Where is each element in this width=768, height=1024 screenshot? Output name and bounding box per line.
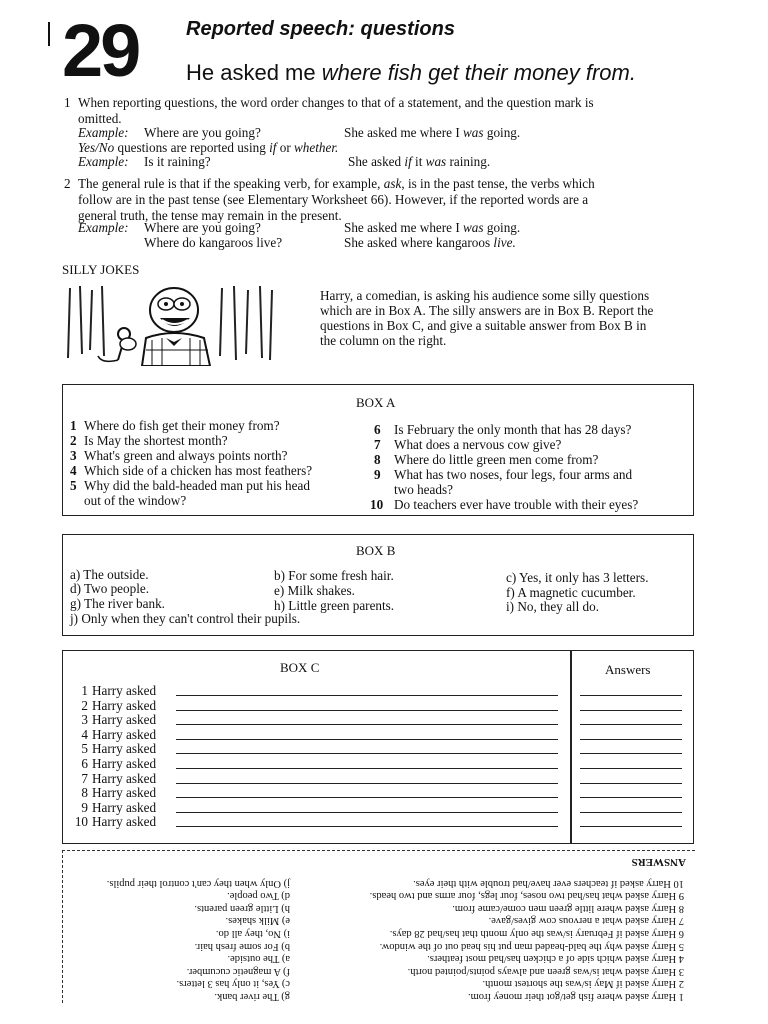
box-c-row: 2 Harry asked <box>81 697 157 713</box>
page-title: Reported speech: questions <box>186 18 455 40</box>
rule-1-example-2-answer: She asked if it was raining. <box>348 154 491 169</box>
box-a-left-list <box>70 418 312 508</box>
answers-key-left: 1 Harry asked where fish get/got their money from. 2 Harry asked if May is/was the shortest month. 3 Harry asked what is/was green and always points/pointed north. 4 Harry asked which side of a chicken has/had most feathers. 5 Harry asked why the bald-headed man put his head out of the window. 6 Harry asked if February is/was the only month that has/had 28 days. 7 Harry asked what a nervous cow gives/gave. 8 Harry asked where little green men come/came from. 9 Harry asked what has/had two noses, four legs, four arms and two heads. 10 Harry asked if teachers ever have/had trouble with their eyes. <box>369 877 684 1002</box>
list-item: 5 Why did the bald-headed man put his head <box>70 478 310 493</box>
section-heading: SILLY JOKES <box>62 262 140 277</box>
box-c-divider <box>570 650 572 843</box>
list-item: 6 Is February the only month that has 28 days? <box>374 422 632 437</box>
intro-text: Harry, a comedian, is asking his audience some silly questions which are in Box A. The silly answers are in Box B. Report the questions in Box C, and give a suitable answer from Box B in the column on the right. <box>320 288 654 348</box>
box-b-row-4: j) Only when they can't control their pupils. <box>70 611 301 626</box>
rule-2: 2 The general rule is that if the speaking verb, for example, ask, is in the past tense, the verbs which follow are in the past tense (see Elementary Worksheet 66). However, if the reported words are a general truth, the tense may remain in the present. <box>64 176 595 223</box>
list-item: two heads? <box>394 482 453 497</box>
list-item: 9 What has two noses, four legs, four arms and <box>374 467 633 482</box>
box-b-row-2-a: d) Two people. <box>70 581 150 596</box>
box-c-row: 9 Harry asked <box>81 799 157 815</box>
page-subtitle: He asked me where fish get their money from. <box>186 60 636 85</box>
rule-2-example-a1: She asked me where I was going. <box>344 220 521 235</box>
answers-key-right: g) The river bank. c) Yes, it only has 3 letters. f) A magnetic cucumber. a) The outside. b) For some fresh hair. i) No, they all do. e) Milk shakes. h) Little green parents. d) Two people. j) Only when they can't control their pupils. <box>106 877 290 1002</box>
box-c-row: 3 Harry asked <box>81 712 157 728</box>
rule-2-example: Example: Where are you going? <box>78 220 261 235</box>
rule-1-example-2: Example: Is it raining? <box>78 154 211 169</box>
box-b-row-2-c: f) A magnetic cucumber. <box>506 585 636 600</box>
comedian-illustration <box>62 280 282 366</box>
box-b-row-1-b: b) For some fresh hair. <box>274 568 394 583</box>
answers-writing-lines[interactable] <box>580 695 682 827</box>
answers-key-heading: ANSWERS <box>631 856 686 868</box>
box-b-row-3-b: h) Little green parents. <box>274 598 395 613</box>
left-margin-rule <box>48 22 50 46</box>
box-a-title: BOX A <box>356 395 396 410</box>
rule-2-example-q2: Where do kangaroos live? <box>144 235 283 250</box>
box-c-writing-lines[interactable] <box>176 695 558 827</box>
unit-number: 29 <box>62 9 139 92</box>
box-c-title: BOX C <box>280 660 320 675</box>
box-a-right-list <box>370 422 639 512</box>
box-b-title: BOX B <box>356 543 396 558</box>
list-item: 3 What's green and always points north? <box>70 448 288 463</box>
box-b-row-2-b: e) Milk shakes. <box>274 583 355 598</box>
rule-2-example-a2: She asked where kangaroos live. <box>344 235 516 250</box>
answers-key <box>62 852 694 1002</box>
list-item: 2 Is May the shortest month? <box>70 433 228 448</box>
rule-1-example: Example: Where are you going? <box>78 125 261 140</box>
box-c-row: 5 Harry asked <box>81 741 157 757</box>
box-c-row: 1 Harry asked <box>81 683 157 698</box>
box-b-row-3-a: g) The river bank. <box>70 596 165 611</box>
box-b-row-3-c: i) No, they all do. <box>506 599 600 614</box>
box-b-row-1-c: c) Yes, it only has 3 letters. <box>506 570 649 585</box>
rule-1-yesno: Yes/No questions are reported using if or whether. <box>78 140 339 155</box>
list-item: 8 Where do little green men come from? <box>374 452 599 467</box>
list-item: 7 What does a nervous cow give? <box>374 437 562 452</box>
rule-1-example-answer: She asked me where I was going. <box>344 125 521 140</box>
box-c-rows <box>70 684 156 830</box>
box-c-row: 7 Harry asked <box>81 770 157 786</box>
box-c-row: 10 Harry asked <box>74 814 157 830</box>
rule-1: 1 When reporting questions, the word order changes to that of a statement, and the question mark is omitted. <box>64 95 594 126</box>
list-item: 1 Where do fish get their money from? <box>70 418 280 433</box>
box-c-row: 4 Harry asked <box>81 726 157 742</box>
list-item: 10 Do teachers ever have trouble with their eyes? <box>370 497 639 512</box>
list-item: 4 Which side of a chicken has most feathers? <box>70 463 313 478</box>
box-b-row-1-a: a) The outside. <box>70 567 149 582</box>
box-c-row: 8 Harry asked <box>81 785 157 801</box>
answers-column-title: Answers <box>605 662 651 677</box>
box-c-row: 6 Harry asked <box>81 755 157 771</box>
list-item: out of the window? <box>84 493 187 508</box>
